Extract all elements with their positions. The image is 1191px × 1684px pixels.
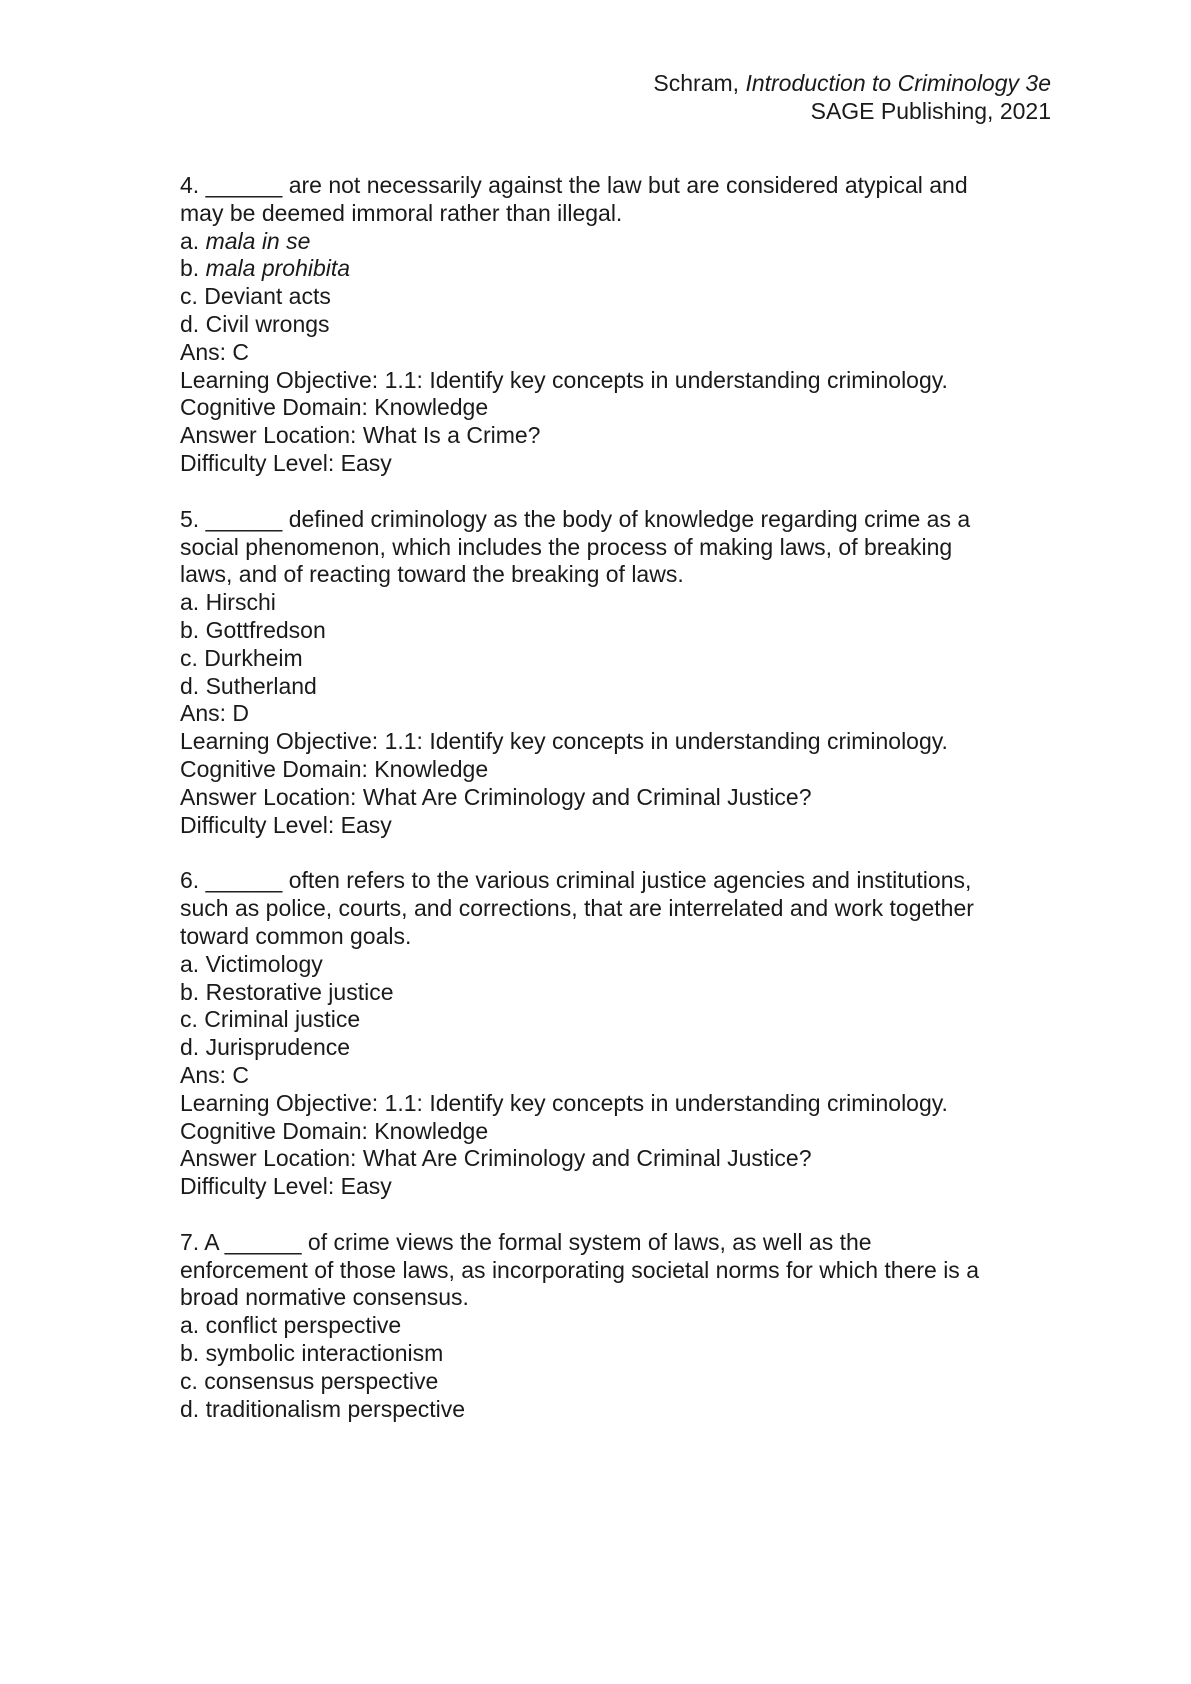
answer-option xyxy=(180,645,1060,673)
question-stem-line: 7. A ______ of crime views the formal system of laws, as well as the xyxy=(180,1228,872,1255)
option-letter: c. xyxy=(180,1367,205,1394)
question-block xyxy=(180,1229,1060,1424)
option-text: Sutherland xyxy=(205,672,317,699)
option-text: conflict perspective xyxy=(205,1312,402,1339)
question-stem-line: toward common goals. xyxy=(180,922,412,949)
answer-option xyxy=(180,283,1060,311)
answer-location: Answer Location: What Are Criminology and Criminal Justice? xyxy=(180,783,812,810)
answer-location: Answer Location: What Is a Crime? xyxy=(180,422,541,449)
question-list xyxy=(180,172,1060,1451)
option-letter: c. xyxy=(180,283,205,310)
answer-option xyxy=(180,673,1060,701)
difficulty-level: Difficulty Level: Easy xyxy=(180,449,392,476)
question-stem-line: enforcement of those laws, as incorporating societal norms for which there is a xyxy=(180,1256,979,1283)
answer-option xyxy=(180,255,1060,283)
option-text: Jurisprudence xyxy=(205,1034,351,1061)
answer-option xyxy=(180,617,1060,645)
option-text: Durkheim xyxy=(204,644,303,671)
option-text: Criminal justice xyxy=(204,1006,361,1033)
option-letter: b. xyxy=(180,616,206,643)
header-book-title: Introduction to Criminology 3e xyxy=(745,70,1051,96)
option-letter: d. xyxy=(180,1395,206,1422)
answer-option xyxy=(180,1396,1060,1424)
answer-option xyxy=(180,1340,1060,1368)
learning-objective: Learning Objective: 1.1: Identify key concepts in understanding criminology. xyxy=(180,728,948,755)
learning-objective: Learning Objective: 1.1: Identify key concepts in understanding criminology. xyxy=(180,366,948,393)
question-stem-line: 6. ______ often refers to the various criminal justice agencies and institutions, xyxy=(180,867,972,894)
cognitive-domain: Cognitive Domain: Knowledge xyxy=(180,1117,489,1144)
question-block xyxy=(180,506,1060,840)
option-letter: d. xyxy=(180,1034,206,1061)
question-stem-line: may be deemed immoral rather than illegal. xyxy=(180,199,623,226)
option-text: symbolic interactionism xyxy=(205,1340,444,1367)
answer-location: Answer Location: What Are Criminology and Criminal Justice? xyxy=(180,1145,812,1172)
question-stem-line: laws, and of reacting toward the breaking of laws. xyxy=(180,561,684,588)
answer-option xyxy=(180,1034,1060,1062)
difficulty-level: Difficulty Level: Easy xyxy=(180,811,392,838)
question-stem-line: broad normative consensus. xyxy=(180,1284,469,1311)
header-author: Schram, xyxy=(653,70,746,96)
answer-key: Ans: D xyxy=(180,700,250,727)
answer-option xyxy=(180,311,1060,339)
difficulty-level: Difficulty Level: Easy xyxy=(180,1173,392,1200)
option-text: Deviant acts xyxy=(204,283,331,310)
answer-option xyxy=(180,1312,1060,1340)
cognitive-domain: Cognitive Domain: Knowledge xyxy=(180,394,489,421)
question-stem-line: 5. ______ defined criminology as the body of knowledge regarding crime as a xyxy=(180,505,971,532)
answer-option xyxy=(180,979,1060,1007)
question-stem-line: 4. ______ are not necessarily against the law but are considered atypical and xyxy=(180,172,968,198)
option-letter: d. xyxy=(180,310,206,337)
option-letter: a. xyxy=(180,1312,206,1339)
answer-option xyxy=(180,1006,1060,1034)
question-block xyxy=(180,172,1060,478)
option-text: Gottfredson xyxy=(205,616,326,643)
option-text: mala prohibita xyxy=(205,255,351,282)
option-letter: c. xyxy=(180,1006,205,1033)
answer-option xyxy=(180,1368,1060,1396)
option-letter: b. xyxy=(180,255,206,282)
option-letter: b. xyxy=(180,978,206,1005)
option-text: Civil wrongs xyxy=(205,310,330,337)
option-letter: c. xyxy=(180,644,205,671)
answer-key: Ans: C xyxy=(180,1061,250,1088)
header-citation-line xyxy=(653,69,1051,97)
option-letter: d. xyxy=(180,672,206,699)
option-text: consensus perspective xyxy=(204,1367,439,1394)
option-letter: a. xyxy=(180,589,206,616)
answer-option xyxy=(180,228,1060,256)
option-text: Hirschi xyxy=(205,589,276,616)
answer-option xyxy=(180,589,1060,617)
page-header xyxy=(653,69,1051,125)
option-letter: a. xyxy=(180,950,206,977)
learning-objective: Learning Objective: 1.1: Identify key concepts in understanding criminology. xyxy=(180,1089,948,1116)
cognitive-domain: Cognitive Domain: Knowledge xyxy=(180,755,489,782)
option-text: Restorative justice xyxy=(205,978,394,1005)
header-publisher: SAGE Publishing, 2021 xyxy=(810,98,1051,124)
question-stem-line: such as police, courts, and corrections, that are interrelated and work together xyxy=(180,895,974,922)
option-text: Victimology xyxy=(205,950,323,977)
question-block xyxy=(180,867,1060,1201)
answer-key: Ans: C xyxy=(180,338,250,365)
question-stem-line: social phenomenon, which includes the process of making laws, of breaking xyxy=(180,533,953,560)
option-letter: b. xyxy=(180,1340,206,1367)
answer-option xyxy=(180,951,1060,979)
option-text: mala in se xyxy=(205,227,311,254)
option-text: traditionalism perspective xyxy=(205,1395,466,1422)
option-letter: a. xyxy=(180,227,206,254)
